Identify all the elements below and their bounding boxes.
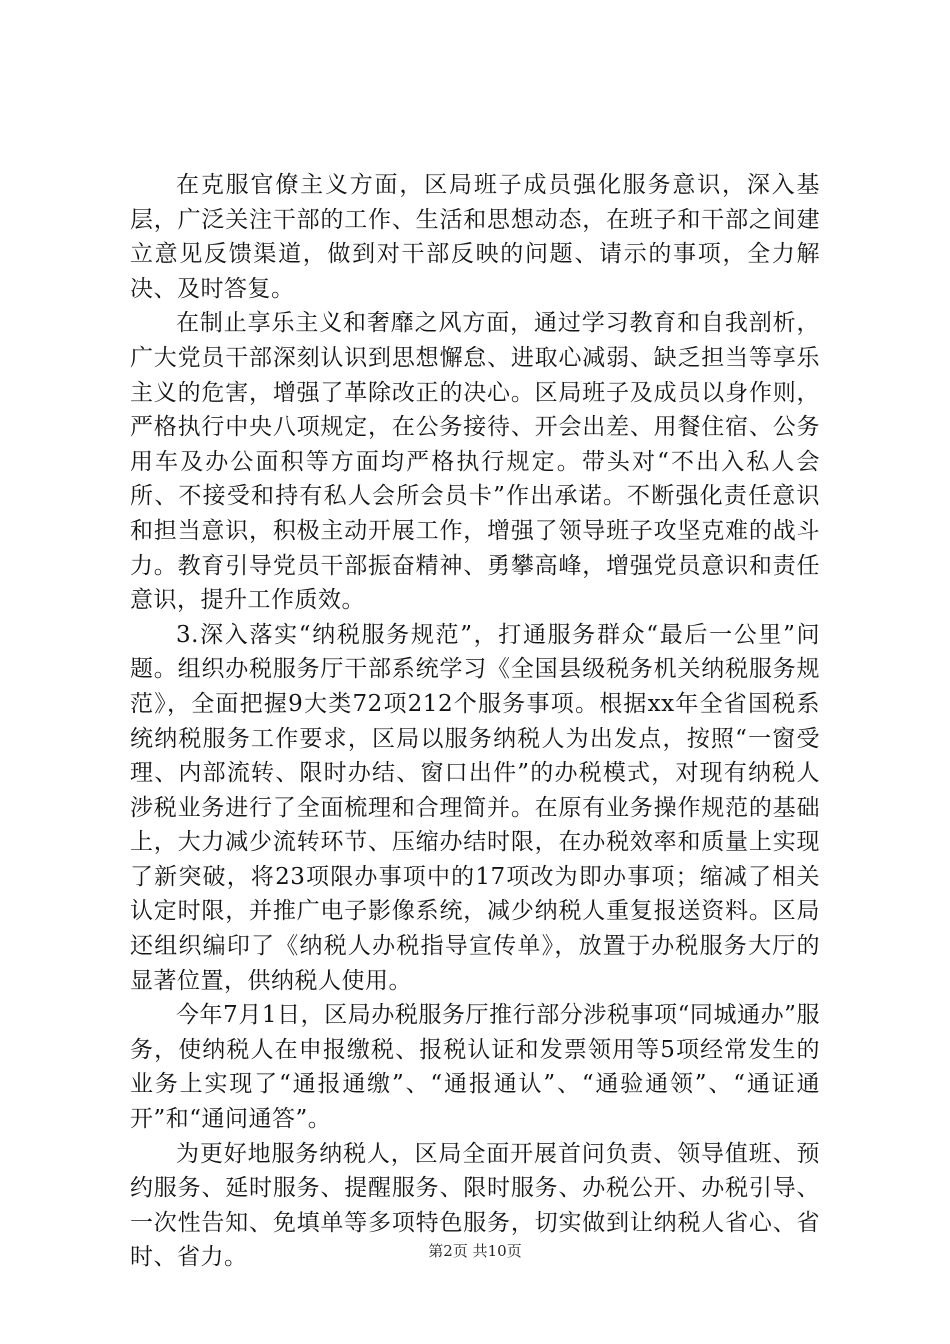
paragraph-same-city-service: 今年7月1日，区局办税服务厅推行部分涉税事项“同城通办”服务，使纳税人在申报缴税、报税认证和发票领用等5项经常发生的业务上实现了“通报通缴”、“通报通认”、“通验通领”、“通证通开”和“通问通答”。 (130, 1002, 820, 1133)
document-body (130, 168, 820, 1275)
page-number-footer: 第2页 共10页 (428, 1242, 522, 1260)
paragraph-special-services: 为更好地服务纳税人，区局全面开展首问负责、领导值班、预约服务、延时服务、提醒服务、限时服务、办税公开、办税引导、一次性告知、免填单等多项特色服务，切实做到让纳税人省心、省时、省力。 (130, 1140, 820, 1271)
paragraph-bureaucracy: 在克服官僚主义方面，区局班子成员强化服务意识，深入基层，广泛关注干部的工作、生活和思想动态，在班子和干部之间建立意见反馈渠道，做到对干部反映的问题、请示的事项，全力解决、及时答复。 (130, 172, 820, 302)
paragraph-hedonism: 在制止享乐主义和奢靡之风方面，通过学习教育和自我剖析，广大党员干部深刻认识到思想懈怠、进取心减弱、缺乏担当等享乐主义的危害，增强了革除改正的决心。区局班子及成员以身作则，严格执行中央八项规定，在公务接待、开会出差、用餐住宿、公务用车及办公面积等方面均严格执行规定。带头对“不出入私人会所、不接受和持有私人会所会员卡”作出承诺。不断强化责任意识和担当意识，积极主动开展工作，增强了领导班子攻坚克难的战斗力。教育引导党员干部振奋精神、勇攀高峰，增强党员意识和责任意识，提升工作质效。 (130, 310, 820, 614)
paragraph-tax-service-norms: 3.深入落实“纳税服务规范”，打通服务群众“最后一公里”问题。组织办税服务厅干部系统学习《全国县级税务机关纳税服务规范》，全面把握9大类72项212个服务事项。根据xx年全省国税系统纳税服务工作要求，区局以服务纳税人为出发点，按照“一窗受理、内部流转、限时办结、窗口出件”的办税模式，对现有纳税人涉税业务进行了全面梳理和合理简并。在原有业务操作规范的基础上，大力减少流转环节、压缩办结时限，在办税效率和质量上实现了新突破，将23项限办事项中的17项改为即办事项；缩减了相关认定时限，并推广电子影像系统，减少纳税人重复报送资料。区局还组织编印了《纳税人办税指导宣传单》，放置于办税服务大厅的显著位置，供纳税人使用。 (130, 621, 820, 994)
